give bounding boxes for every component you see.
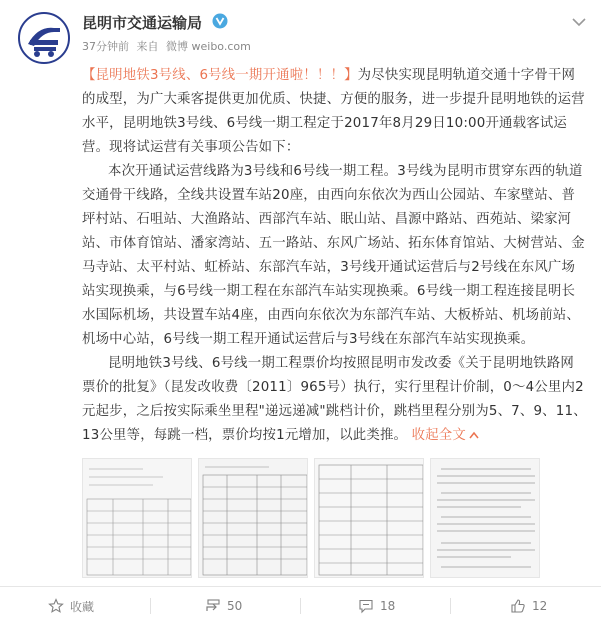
comment-icon [358,598,374,614]
topic-hashtag[interactable]: 【昆明地铁3号线、6号线一期开通啦！！！】 [82,68,358,83]
action-separator [300,598,301,614]
intro-text: 为尽快实现昆明轨道交通十字骨干网的成型，为广大乘客提供更加优质、快捷、方便的服务，进一步提升昆明地铁的运营水平，昆明地铁3号线、6号线一期工程定于2017年8月29日10:00开通载客试运营。现将试运营有关事项公告如下： [82,68,585,155]
fares-text: 昆明地铁3号线、6号线一期工程票价均按照昆明市发改委《关于昆明地铁路网票价的批复》（昆发改收费〔2011〕965号）执行，实行里程计价制，0～4公里内2元起步，之后按实际乘坐里程"递远递减"跳档计价，跳档里程分别为5、7、9、11、13公里等，每跳一档，票价均按1元增加，以此类推。 [82,356,587,443]
favorite-label: 收藏 [70,599,95,614]
image-thumbnail[interactable] [430,458,540,578]
verified-badge-icon [212,13,228,29]
image-thumbnail[interactable] [82,458,192,578]
post-intro [82,64,587,160]
source-prefix: 来自 [136,40,159,53]
avatar[interactable] [18,12,70,64]
action-separator [150,598,151,614]
schedule-table-image [83,459,192,578]
post-header [0,0,601,66]
action-bar [0,590,601,622]
like-button[interactable] [510,594,547,618]
comment-button[interactable] [358,594,395,618]
image-thumbnail[interactable] [314,458,424,578]
repost-button[interactable] [205,594,242,618]
notice-text-image [431,459,540,578]
collapse-link[interactable]: 收起全文 [411,428,466,443]
like-count: 12 [532,599,548,613]
paragraph-fares [82,352,587,448]
fare-table-image [199,459,308,578]
favorite-button[interactable] [48,594,94,618]
post-source[interactable]: 微博 weibo.com [166,40,251,53]
action-separator [450,598,451,614]
repost-icon [205,598,221,614]
chevron-down-icon[interactable] [571,16,587,28]
chevron-up-icon[interactable] [469,431,479,439]
post-time[interactable]: 37分钟前 [82,40,129,53]
timetable-image [315,459,424,578]
thumbs-up-icon [510,598,526,614]
post-meta [82,38,255,54]
paragraph-lines: 本次开通试运营线路为3号线和6号线一期工程。3号线为昆明市贯穿东西的轨道交通骨干线路，全线共设置车站20座，由西向东依次为西山公园站、车家壁站、普坪村站、石咀站、大渔路站、西部汽车站、眠山站、昌源中路站、西苑站、梁家河站、市体育馆站、潘家湾站、五一路站、东风广场站、拓东体育馆站、大树营站、金马寺站、太平村站、虹桥站、东部汽车站，3号线开通试运营后与2号线在东风广场站实现换乘，与6号线一期工程在东部汽车站实现换乘。6号线一期工程连接昆明长水国际机场，共设置车站4座，由西向东依次为东部汽车站、大板桥站、机场前站、机场中心站，6号线一期工程开通试运营后与3号线在东部汽车站实现换乘。 [82,164,585,347]
image-thumbnail[interactable] [198,458,308,578]
author-name[interactable]: 昆明市交通运输局 [82,14,203,32]
post-body [82,64,587,448]
star-icon [48,598,64,614]
transport-logo-icon [20,14,68,62]
image-gallery [82,458,552,578]
actions-divider [0,586,601,587]
comment-count: 18 [380,599,396,613]
repost-count: 50 [227,599,243,613]
